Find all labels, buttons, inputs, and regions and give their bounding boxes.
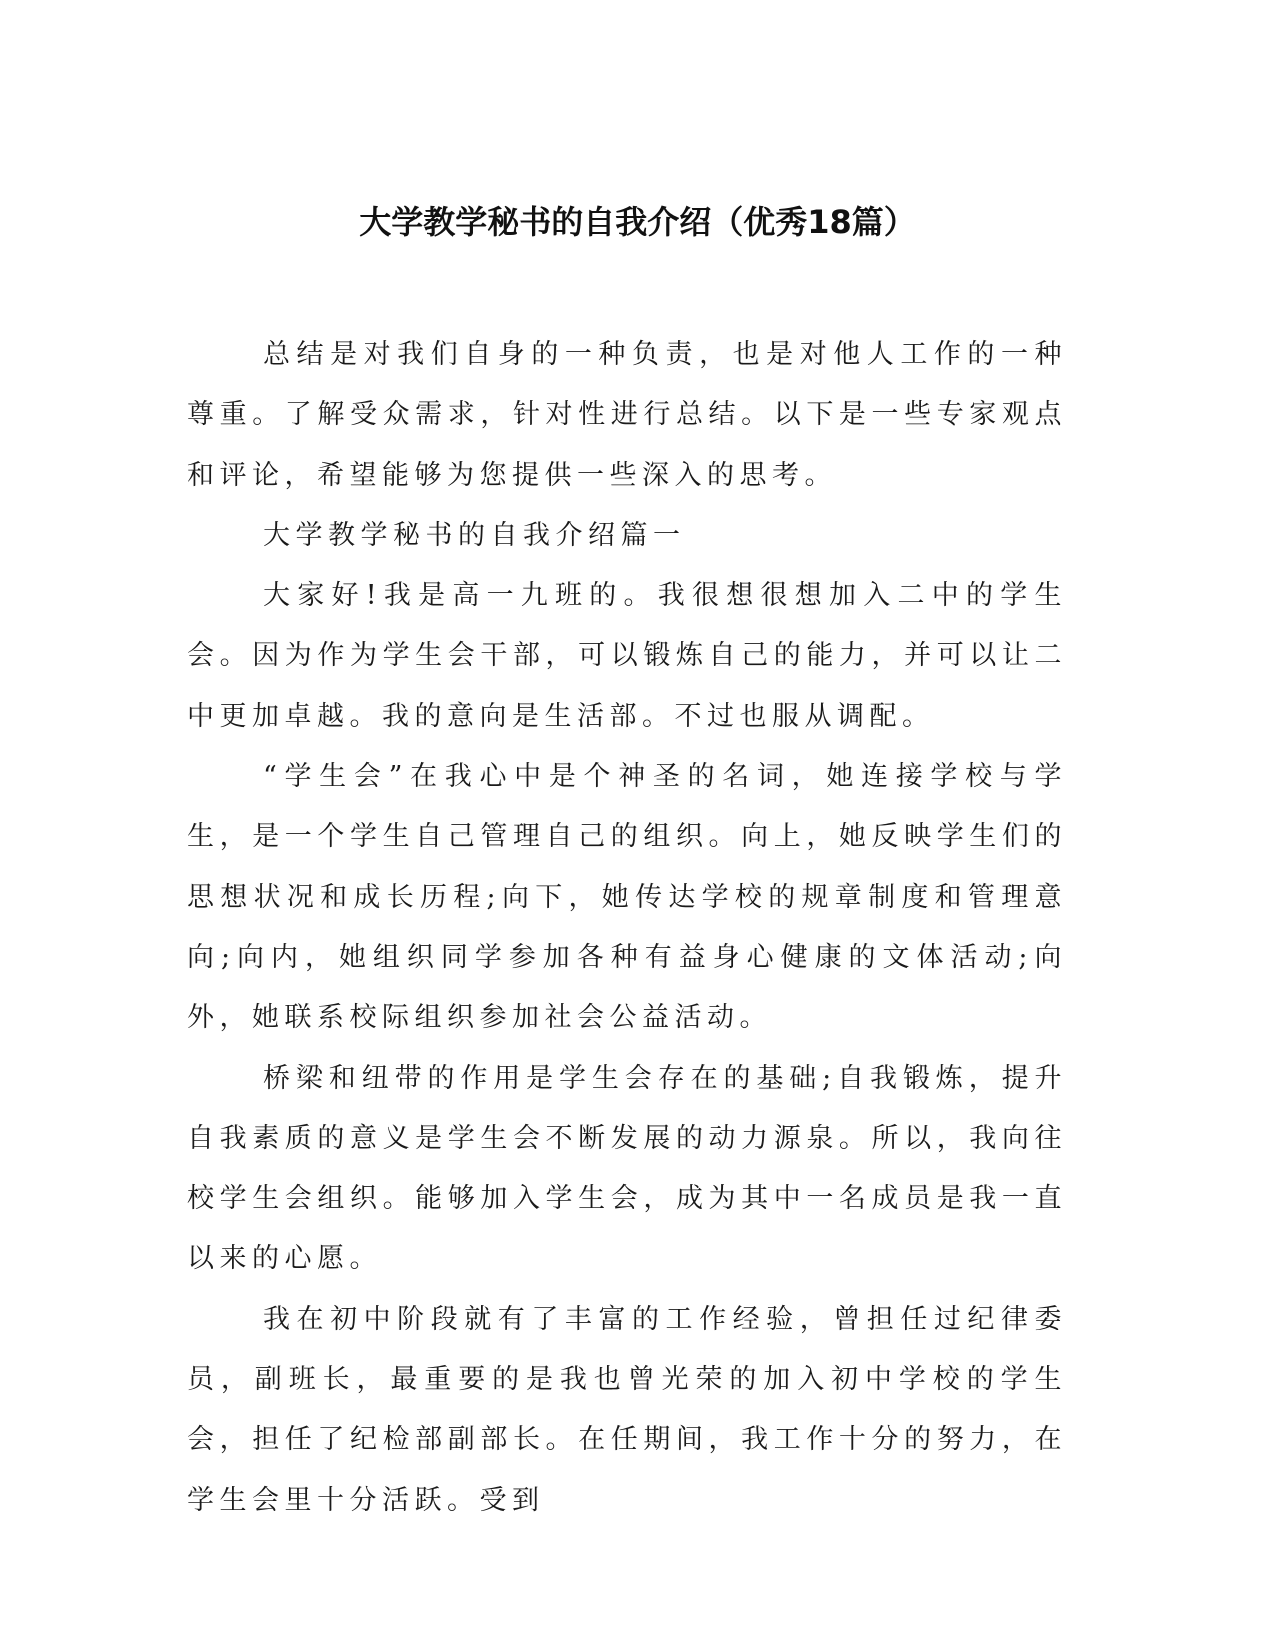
document-body bbox=[187, 325, 1067, 1531]
document-title: 大学教学秘书的自我介绍（优秀18篇） bbox=[359, 203, 916, 241]
section-heading: 大学教学秘书的自我介绍篇一 bbox=[263, 519, 686, 551]
body-paragraph: 我在初中阶段就有了丰富的工作经验，曾担任过纪律委员，副班长，最重要的是我也曾光荣的加入初中学校的学生会，担任了纪检部副部长。在任期间，我工作十分的努力，在学生会里十分活跃。受到 bbox=[187, 1303, 1067, 1516]
body-paragraph: 桥梁和纽带的作用是学生会存在的基础;自我锻炼，提升自我素质的意义是学生会不断发展的动力源泉。所以，我向往校学生会组织。能够加入学生会，成为其中一名成员是我一直以来的心愿。 bbox=[187, 1062, 1067, 1275]
body-paragraph: “学生会”在我心中是个神圣的名词，她连接学校与学生，是一个学生自己管理自己的组织。向上，她反映学生们的思想状况和成长历程;向下，她传达学校的规章制度和管理意向;向内，她组织同学参加各种有益身心健康的文体活动;向外，她联系校际组织参加社会公益活动。 bbox=[187, 761, 1067, 1034]
body-paragraph: 大家好!我是高一九班的。我很想很想加入二中的学生会。因为作为学生会干部，可以锻炼自己的能力，并可以让二中更加卓越。我的意向是生活部。不过也服从调配。 bbox=[187, 580, 1067, 732]
intro-paragraph: 总结是对我们自身的一种负责，也是对他人工作的一种尊重。了解受众需求，针对性进行总结。以下是一些专家观点和评论，希望能够为您提供一些深入的思考。 bbox=[187, 339, 1067, 491]
